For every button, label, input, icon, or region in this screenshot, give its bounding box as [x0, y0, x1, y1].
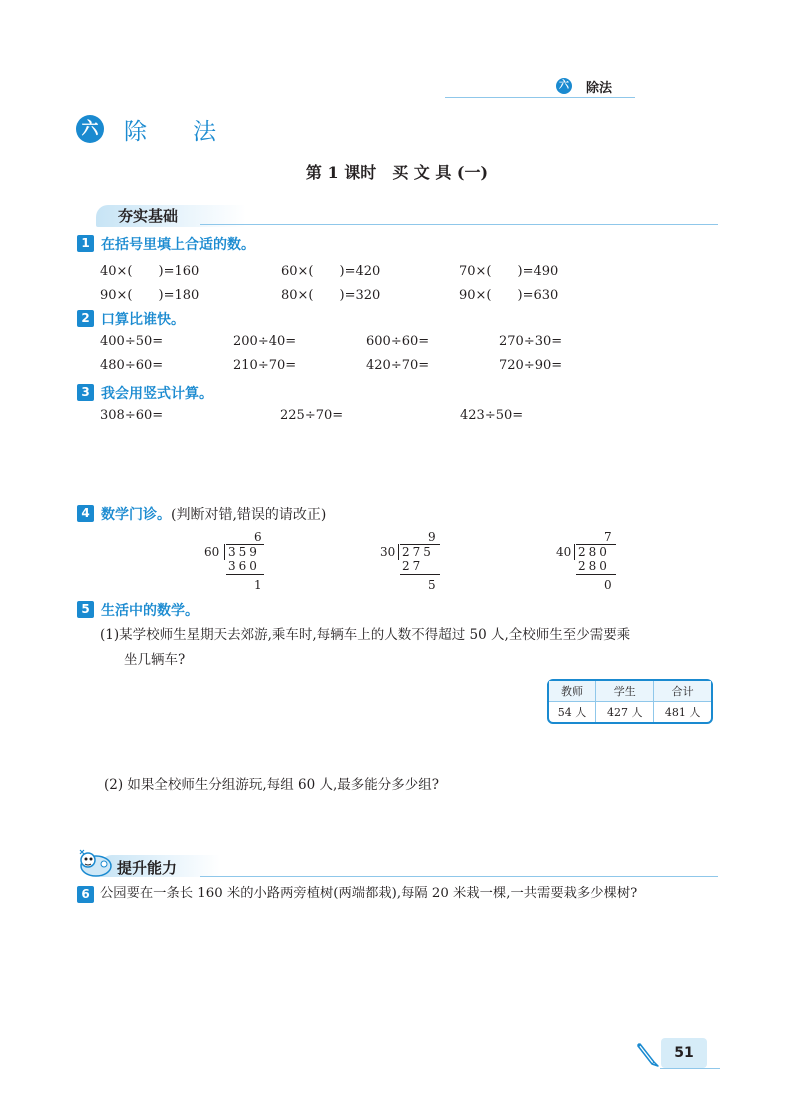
q1-item: 90×( )=630 — [459, 288, 559, 303]
unit-title: 除法 — [124, 119, 262, 145]
q2-item: 420÷70= — [366, 358, 430, 373]
q3-item: 225÷70= — [280, 408, 344, 423]
table-header-row — [549, 681, 711, 702]
table-cell: 481 人 — [664, 706, 701, 719]
dividend: 280 — [578, 545, 610, 559]
q2-item: 270÷30= — [499, 334, 563, 349]
question-title-3: 我会用竖式计算。 — [101, 386, 213, 402]
q1-item: 90×( )=180 — [100, 288, 200, 303]
section-title-advanced: 提升能力 — [117, 859, 178, 877]
question-note-4: (判断对错,错误的请改正) — [171, 507, 327, 523]
section-rule-basic — [200, 224, 718, 225]
long-division-2 — [380, 530, 460, 596]
section-title-basic: 夯实基础 — [118, 207, 179, 225]
q1-item: 60×( )=420 — [281, 264, 381, 279]
divisor: 40 — [556, 545, 572, 559]
divisor: 60 — [204, 545, 220, 559]
subtraction-line — [400, 574, 440, 575]
dividend: 275 — [402, 545, 434, 559]
question-title-1: 在括号里填上合适的数。 — [101, 237, 255, 253]
subtraction-line — [576, 574, 616, 575]
remainder: 1 — [254, 578, 265, 592]
division-bracket-side — [574, 544, 575, 560]
table-header-cell: 学生 — [596, 681, 654, 702]
table-cell: 427 人 — [596, 702, 654, 722]
q2-item: 400÷50= — [100, 334, 164, 349]
question-title-2: 口算比谁快。 — [101, 312, 185, 328]
question-number-6: 6 — [77, 886, 94, 903]
division-bracket-side — [398, 544, 399, 560]
q5-data-table — [547, 679, 713, 724]
question-number-5: 5 — [77, 601, 94, 618]
running-header-title: 除法 — [586, 81, 613, 96]
question-number-1: 1 — [77, 235, 94, 252]
q3-item: 423÷50= — [460, 408, 524, 423]
table-header-cell: 教师 — [549, 681, 596, 702]
unit-number-badge: 六 — [76, 115, 104, 143]
product: 27 — [402, 559, 424, 573]
page-number: 51 — [661, 1038, 707, 1068]
question-title-4 — [101, 504, 326, 524]
quotient: 9 — [428, 530, 439, 544]
q2-item: 480÷60= — [100, 358, 164, 373]
question-number-2: 2 — [77, 310, 94, 327]
product: 280 — [578, 559, 610, 573]
table-header-cell: 合计 — [654, 681, 711, 702]
table-cell: 54 人 — [549, 702, 596, 722]
product: 360 — [228, 559, 260, 573]
q1-item: 80×( )=320 — [281, 288, 381, 303]
q2-item: 600÷60= — [366, 334, 430, 349]
q1-item: 70×( )=490 — [459, 264, 559, 279]
question-number-3: 3 — [77, 384, 94, 401]
q5-part1-line2: 坐几辆车? — [124, 652, 186, 668]
remainder: 5 — [428, 578, 439, 592]
q5-part2: (2) 如果全校师生分组游玩,每组 60 人,最多能分多少组? — [104, 777, 439, 793]
question-number-4: 4 — [77, 505, 94, 522]
q6-text: 公园要在一条长 160 米的小路两旁植树(两端都栽),每隔 20 米栽一棵,一共需要栽多少棵树? — [100, 886, 638, 901]
subtraction-line — [226, 574, 264, 575]
page-number-rule — [660, 1068, 720, 1069]
quotient: 6 — [254, 530, 265, 544]
remainder: 0 — [604, 578, 615, 592]
long-division-3 — [556, 530, 636, 596]
quotient: 7 — [604, 530, 615, 544]
q1-item: 40×( )=160 — [100, 264, 200, 279]
question-title-4-text: 数学门诊。 — [101, 507, 171, 523]
question-title-5: 生活中的数学。 — [101, 603, 199, 619]
q3-item: 308÷60= — [100, 408, 164, 423]
section-rule-advanced — [200, 876, 718, 877]
q5-part1-line1: (1)某学校师生星期天去郊游,乘车时,每辆车上的人数不得超过 50 人,全校师生至少需要乘 — [100, 627, 631, 643]
unit-badge: 六 — [556, 78, 572, 94]
long-division-1 — [204, 530, 284, 596]
division-bracket-side — [224, 544, 225, 560]
q2-item: 200÷40= — [233, 334, 297, 349]
pencil-icon — [636, 1040, 662, 1070]
header-rule — [445, 97, 635, 98]
table-row — [549, 702, 711, 722]
q2-item: 210÷70= — [233, 358, 297, 373]
lesson-title: 第 1 课时 买 文 具 (一) — [305, 163, 489, 182]
q2-item: 720÷90= — [499, 358, 563, 373]
mascot-icon — [74, 846, 114, 878]
dividend: 359 — [228, 545, 260, 559]
divisor: 30 — [380, 545, 396, 559]
